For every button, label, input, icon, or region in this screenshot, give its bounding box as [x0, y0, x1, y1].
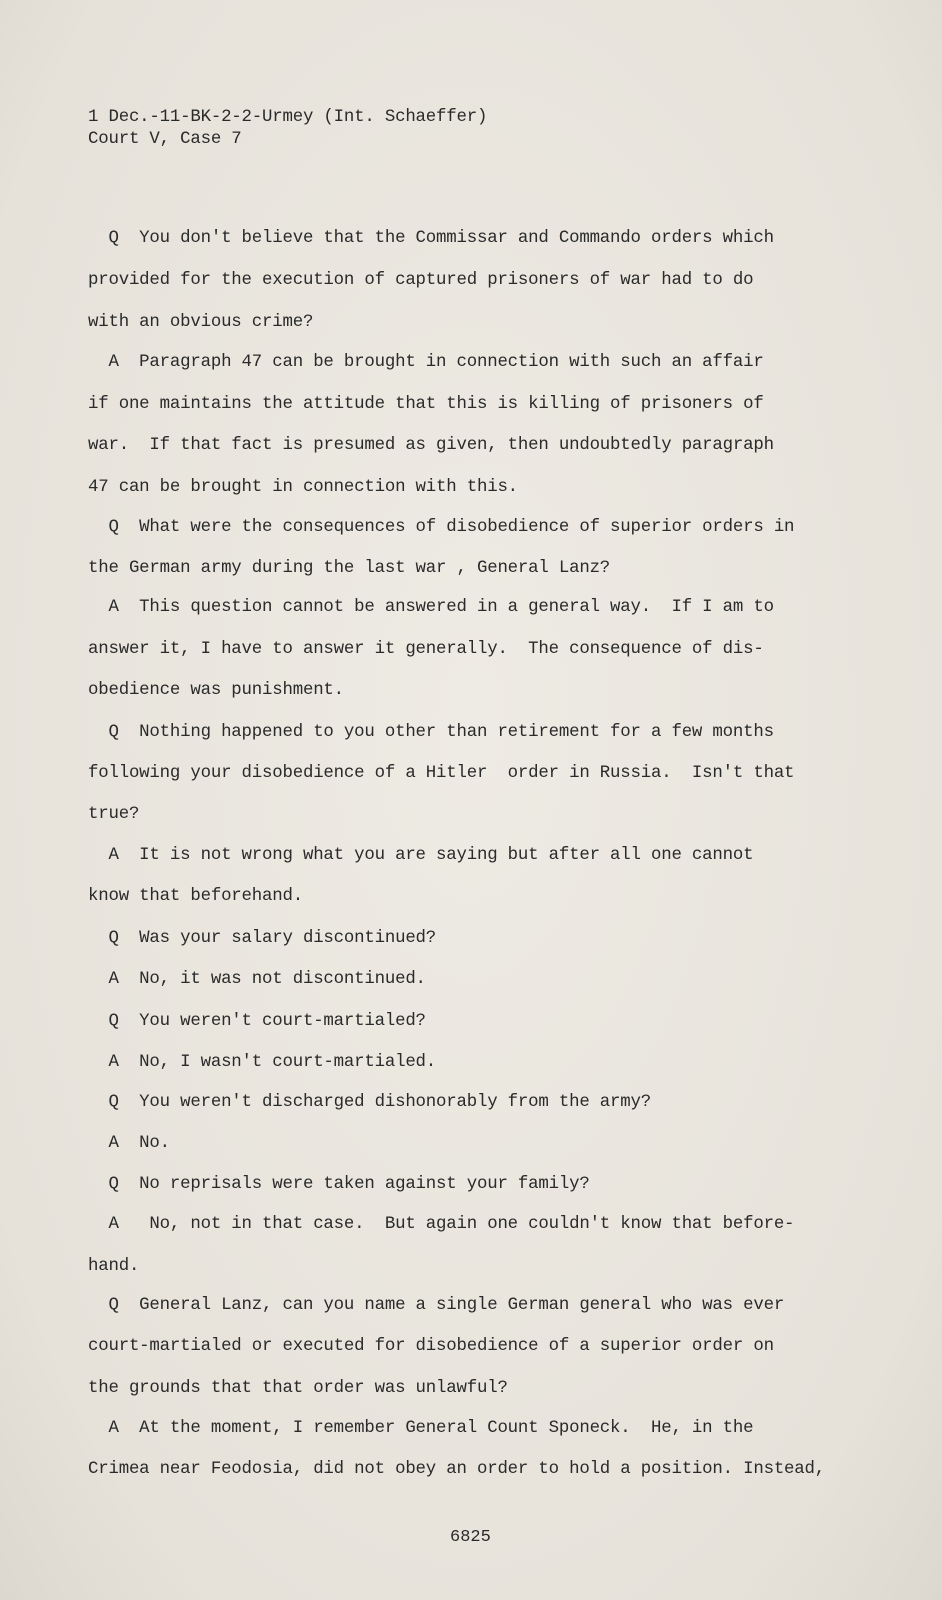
transcript-line: Q What were the consequences of disobedience of superior orders in	[88, 518, 795, 537]
transcript-line: Q You don't believe that the Commissar and Commando orders which	[88, 229, 774, 248]
transcript-line: the grounds that that order was unlawful?	[88, 1379, 508, 1398]
transcript-line: if one maintains the attitude that this is killing of prisoners of	[88, 395, 764, 414]
transcript-line: Q General Lanz, can you name a single German general who was ever	[88, 1296, 785, 1315]
transcript-line: hand.	[88, 1257, 140, 1276]
transcript-line: Q You weren't discharged dishonorably from the army?	[88, 1093, 651, 1112]
header-line-1: 1 Dec.-11-BK-2-2-Urmey (Int. Schaeffer)	[88, 108, 488, 127]
transcript-line: war. If that fact is presumed as given, then undoubtedly paragraph	[88, 436, 774, 455]
transcript-line: obedience was punishment.	[88, 681, 344, 700]
transcript-line: the German army during the last war , General Lanz?	[88, 559, 611, 578]
transcript-line: true?	[88, 805, 140, 824]
transcript-line: court-martialed or executed for disobedience of a superior order on	[88, 1337, 774, 1356]
transcript-line: Crimea near Feodosia, did not obey an order to hold a position. Instead,	[88, 1460, 825, 1479]
page-number: 6825	[450, 1528, 491, 1547]
transcript-line: A Paragraph 47 can be brought in connection with such an affair	[88, 353, 764, 372]
transcript-line: with an obvious crime?	[88, 313, 314, 332]
transcript-line: 47 can be brought in connection with this.	[88, 478, 518, 497]
header-line-2: Court V, Case 7	[88, 130, 242, 149]
transcript-line: A At the moment, I remember General Count Sponeck. He, in the	[88, 1419, 754, 1438]
transcript-line: A It is not wrong what you are saying but after all one cannot	[88, 846, 754, 865]
transcript-line: A No, I wasn't court-martialed.	[88, 1053, 437, 1072]
transcript-line: A No.	[88, 1134, 170, 1153]
transcript-line: A This question cannot be answered in a general way. If I am to	[88, 598, 774, 617]
transcript-line: Q Nothing happened to you other than retirement for a few months	[88, 723, 774, 742]
transcript-line: A No, it was not discontinued.	[88, 970, 426, 989]
transcript-line: Q No reprisals were taken against your family?	[88, 1175, 590, 1194]
transcript-line: following your disobedience of a Hitler order in Russia. Isn't that	[88, 764, 795, 783]
transcript-line: answer it, I have to answer it generally. The consequence of dis-	[88, 640, 764, 659]
transcript-line: A No, not in that case. But again one couldn't know that before-	[88, 1215, 795, 1234]
transcript-line: know that beforehand.	[88, 887, 303, 906]
transcript-line: provided for the execution of captured prisoners of war had to do	[88, 271, 754, 290]
transcript-line: Q You weren't court-martialed?	[88, 1012, 426, 1031]
transcript-line: Q Was your salary discontinued?	[88, 929, 437, 948]
